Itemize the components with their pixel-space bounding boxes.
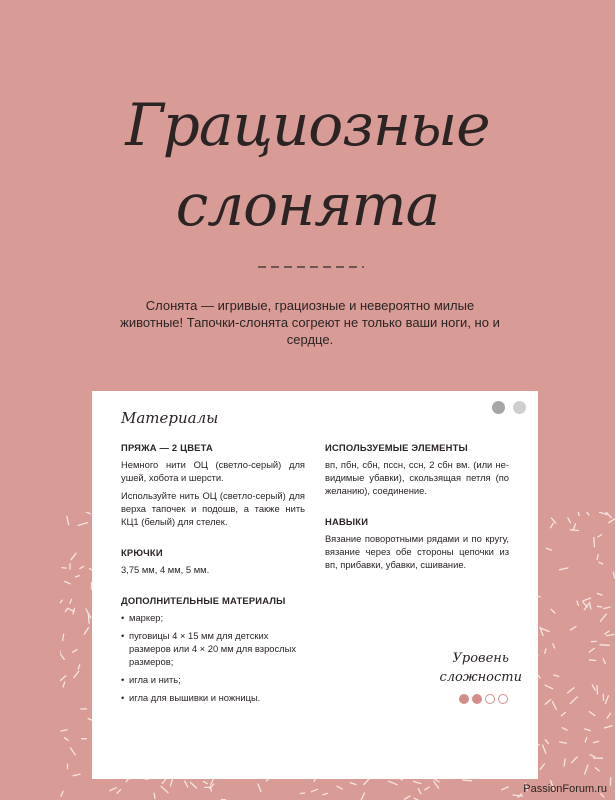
difficulty-dot-icon — [459, 694, 469, 704]
difficulty-label-line-1: Уровень — [452, 651, 509, 666]
dashed-divider — [256, 264, 366, 270]
difficulty-label-line-2: сложности — [439, 670, 522, 685]
skills-text: Вязание поворотными рядами и по кругу, вязание через обе стороны цепочки из вп, прибавки, убавки, сшивание. — [325, 533, 509, 570]
difficulty-rating — [459, 694, 508, 704]
elements-title: ИСПОЛЬЗУЕМЫЕ ЭЛЕМЕНТЫ — [325, 442, 468, 453]
left-column — [121, 441, 305, 709]
hooks-text: 3,75 мм, 4 мм, 5 мм. — [121, 564, 210, 575]
list-item: • игла и нить; — [121, 673, 305, 686]
page-title-line-2: слонята — [175, 171, 440, 239]
difficulty-dot-icon — [485, 694, 495, 704]
watermark: PassionForum.ru — [523, 783, 607, 795]
yarn-text-2: Используйте нить ОЦ (светло-серый) для верха тапочек и подошв, а также нить КЦ1 (белый) для стелек. — [121, 490, 305, 527]
card-dots — [492, 401, 526, 414]
difficulty-dot-icon — [472, 694, 482, 704]
extra-title: ДОПОЛНИТЕЛЬНЫЕ МАТЕРИАЛЫ — [121, 595, 286, 606]
list-item: • игла для вышивки и ножницы. — [121, 691, 305, 704]
dot-icon — [513, 401, 526, 414]
extra-list — [121, 611, 305, 704]
difficulty-label — [439, 649, 522, 687]
yarn-title: ПРЯЖА — 2 ЦВЕТА — [121, 442, 213, 453]
hooks-title: КРЮЧКИ — [121, 547, 163, 558]
dot-icon — [492, 401, 505, 414]
difficulty-dot-icon — [498, 694, 508, 704]
materials-card — [92, 391, 538, 779]
list-item: • маркер; — [121, 611, 305, 624]
intro-text: Слонята — игривые, грациозные и невероятно милые животные! Тапочки-слонята согреют не только ваши ноги, но и сердце. — [120, 298, 500, 347]
right-column — [325, 441, 509, 576]
page-title-line-1: Грациозные — [125, 91, 490, 159]
list-item: • пуговицы 4 × 15 мм для детских размеров или 4 × 20 мм для взрослых размеров; — [121, 629, 305, 668]
yarn-text-1: Немного нити ОЦ (светло-серый) для ушей, хобота и шерсти. — [121, 459, 305, 483]
elements-text: вп, пбн, сбн, пссн, ссн, 2 сбн вм. (или не-видимые убавки), скользящая петля (по желанию), соединение. — [325, 459, 509, 496]
skills-title: НАВЫКИ — [325, 516, 369, 527]
materials-heading: Материалы — [121, 409, 219, 427]
